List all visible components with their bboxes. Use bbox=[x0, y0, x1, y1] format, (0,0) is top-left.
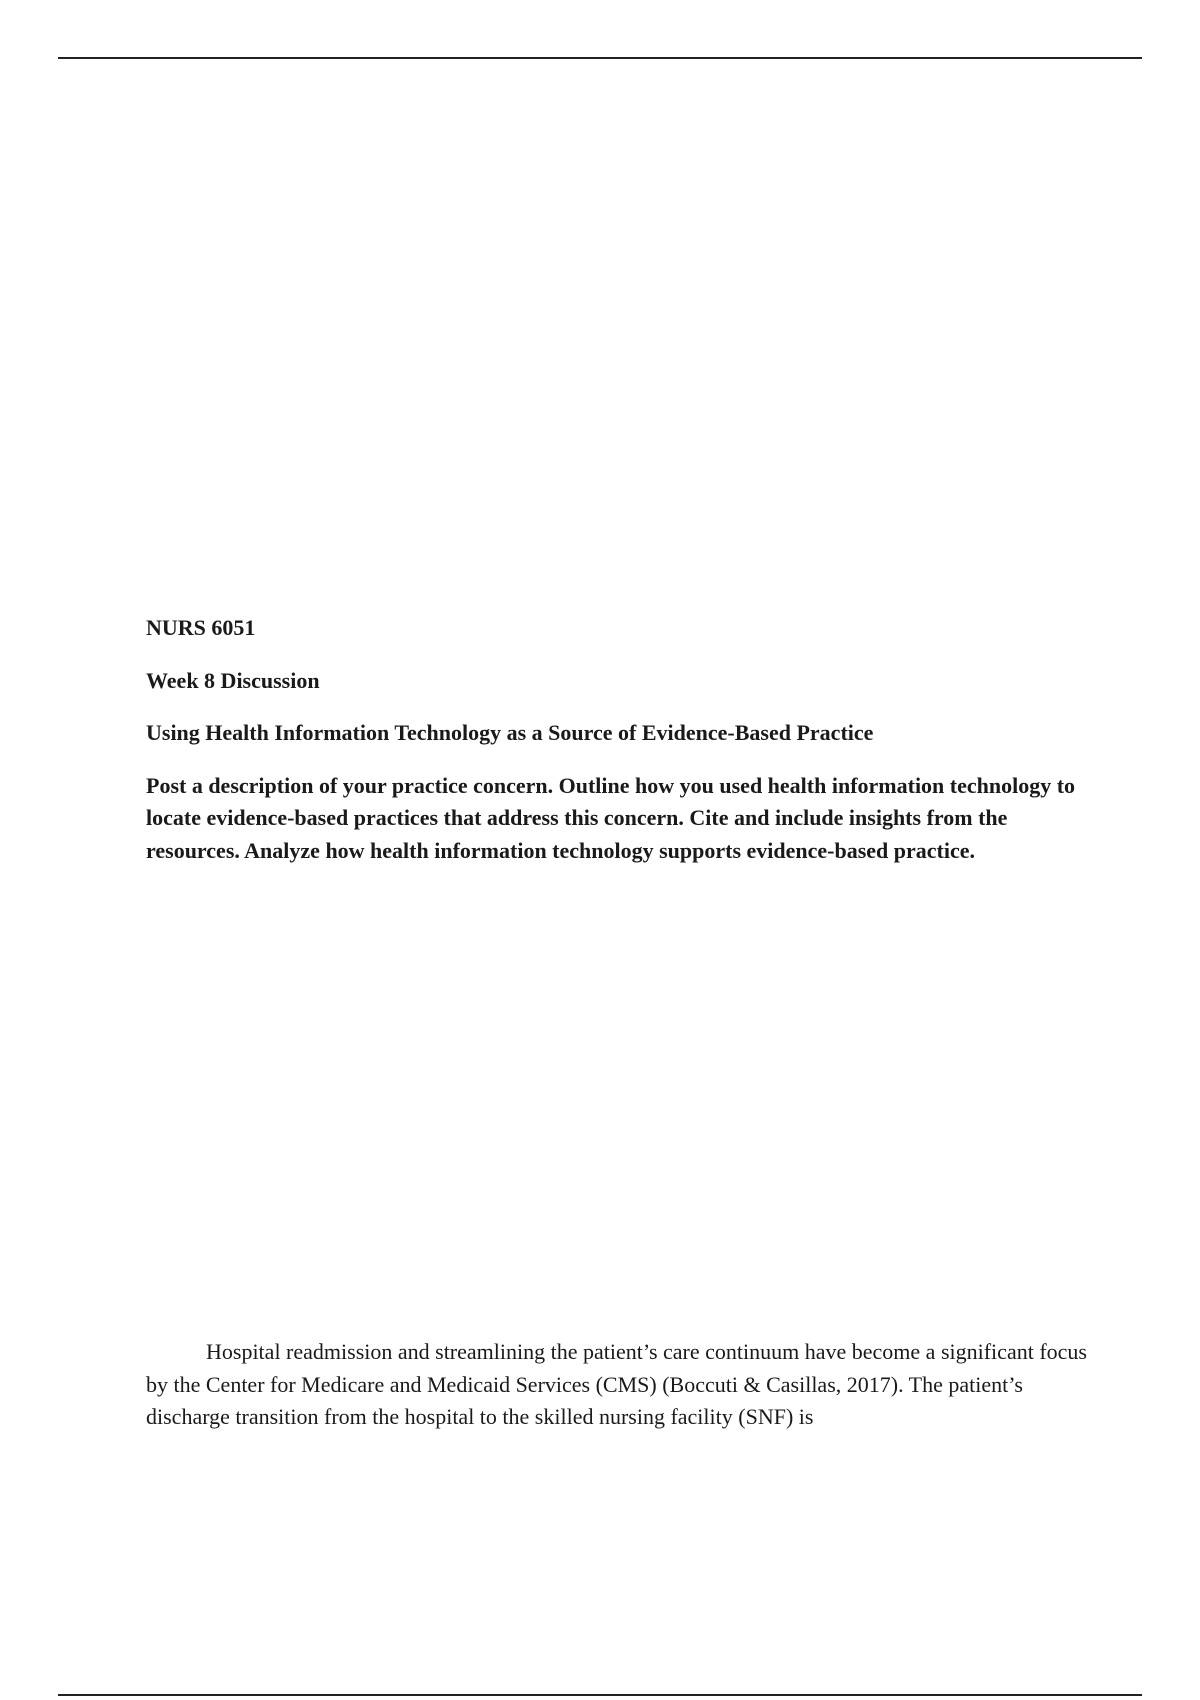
document-title: Using Health Information Technology as a Source of Evidence-Based Practice bbox=[146, 720, 874, 745]
top-rule bbox=[58, 57, 1142, 59]
body-text bbox=[146, 1336, 1090, 1434]
body-paragraph: Hospital readmission and streamlining the patient’s care continuum have become a significant focus by the Center for Medicare and Medicaid Services (CMS) (Boccuti & Casillas, 2017). The patient’s discharge transition from the hospital to the skilled nursing facility (SNF) is bbox=[146, 1339, 1087, 1429]
week-label: Week 8 Discussion bbox=[146, 667, 320, 693]
bottom-rule bbox=[58, 1694, 1142, 1696]
discussion-prompt: Post a description of your practice concern. Outline how you used health information technology to locate evidence-based practices that address this concern. Cite and include insights from the resources. Analyze how health information technology supports evidence-based practice. bbox=[146, 772, 1076, 863]
heading-block bbox=[146, 612, 1090, 867]
course-code: NURS 6051 bbox=[146, 615, 256, 640]
